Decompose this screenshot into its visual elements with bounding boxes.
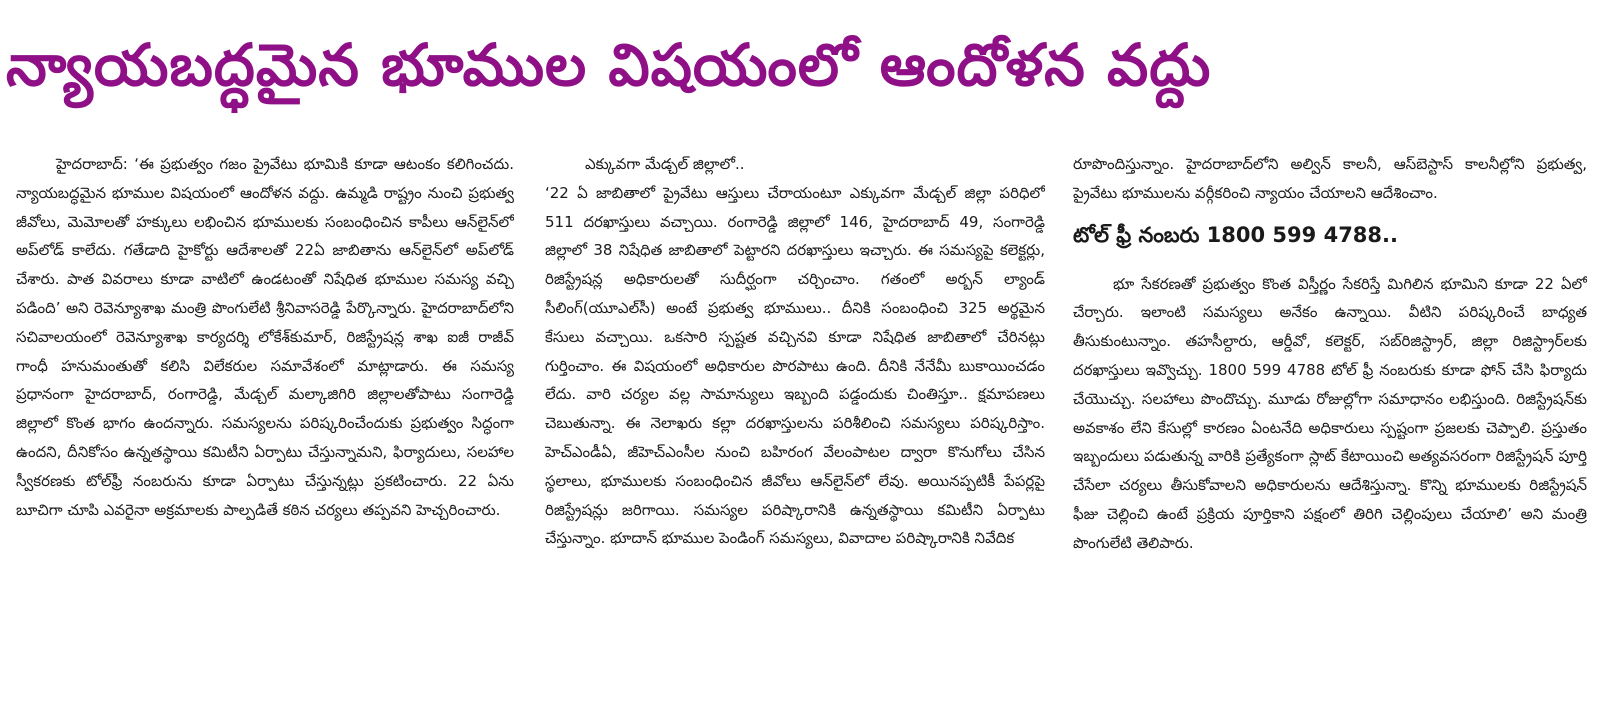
column-1-paragraph-1: హైదరాబాద్‌: ‘ఈ ప్రభుత్వం గజం ప్రైవేటు భూమికి కూడా ఆటంకం కలిగించదు. న్యాయబద్ధమైన భూముల విషయంలో ఆందోళన వద్దు. ఉమ్మడి రాష్ట్రం నుంచి ప్రభుత్వ జీవోలు, మెమోలతో హక్కులు లభించిన భూములకు సంబంధించిన కాపీలు ఆన్‌లైన్‌లో అప్‌లోడ్‌ కాలేదు. గతేడాది హైకోర్టు ఆదేశాలతో 22ఏ జాబితాను ఆన్‌లైన్‌లో అప్‌లోడ్‌ చేశారు. పాత వివరాలు కూడా వాటిలో ఉండటంతో నిషేధిత భూముల సమస్య వచ్చి పడింది’ అని రెవెన్యూశాఖ మంత్రి పొంగులేటి శ్రీనివాసరెడ్డి పేర్కొన్నారు. హైదరాబాద్‌లోని సచివాలయంలో రెవెన్యూశాఖ కార్యదర్శి లోకేశ్‌కుమార్‌, రిజిస్ట్రేషన్ల శాఖ ఐజీ రాజీవ్‌ గాంధీ హనుమంతుతో కలిసి విలేకరుల సమావేశంలో మాట్లాడారు. ఈ సమస్య ప్రధానంగా హైదరాబాద్‌, రంగారెడ్డి, మేడ్చల్‌ మల్కాజిగిరి జిల్లాలతోపాటు సంగారెడ్డి జిల్లాలో కొంత భాగం ఉందన్నారు. సమస్యలను పరిష్కరించేందుకు ప్రభుత్వం సిద్ధంగా ఉందని, దీనికోసం ఉన్నతస్థాయి కమిటీని ఏర్పాటు చేస్తున్నామని, ఫిర్యాదులు, సలహాల స్వీకరణకు టోల్‌ఫ్రీ నంబరును కూడా ఏర్పాటు చేస్తున్నట్లు ప్రకటించారు. 22 ఏను బూచిగా చూపి ఎవరైనా అక్రమాలకు పాల్పడితే కఠిన చర్యలు తప్పవని హెచ్చరించారు. xyxy=(16,155,514,519)
column-3-paragraph-1: రూపొందిస్తున్నాం. హైదరాబాద్‌లోని అల్విన్‌ కాలనీ, ఆస్‌బెస్టాస్‌ కాలనీల్లోని ప్రభుత్వ, ప్రైవేటు భూములను వర్గీకరించి న్యాయం చేయాలని ఆదేశించాం. xyxy=(1073,155,1587,202)
article-column-1 xyxy=(16,150,514,720)
article-column-2 xyxy=(545,150,1045,720)
toll-free-subheading: టోల్‌ ఫ్రీ నంబరు 1800 599 4788.. xyxy=(1073,222,1398,247)
column-2-paragraph-2: ‘22 ఏ జాబితాలో ప్రైవేటు ఆస్తులు చేరాయంటూ ఎక్కువగా మేడ్చల్‌ జిల్లా పరిధిలో 511 దరఖాస్తులు వచ్చాయి. రంగారెడ్డి జిల్లాలో 146, హైదరాబాద్‌ 49, సంగారెడ్డి జిల్లాలో 38 నిషేధిత జాబితాలో పెట్టారని దరఖాస్తులు ఇచ్చారు. ఈ సమస్యపై కలెక్టర్లు, రిజిస్ట్రేషన్ల అధికారులతో సుదీర్ఘంగా చర్చించాం. గతంలో అర్బన్‌ ల్యాండ్‌ సీలింగ్‌(యూఎల్‌సీ) అంటే ప్రభుత్వ భూములు.. దీనికి సంబంధించి 325 అర్థమైన కేసులు వచ్చాయి. ఒకసారి స్పష్టత వచ్చినవి కూడా నిషేధిత జాబితాలో చేరినట్లు గుర్తించాం. ఈ విషయంలో అధికారుల పొరపాటు ఉంది. దీనికి నేనేమీ బుకాయించడం లేదు. వారి చర్యల వల్ల సామాన్యులు ఇబ్బంది పడ్డందుకు చింతిస్తూ.. క్షమాపణలు చెబుతున్నా. ఈ నెలాఖరు కల్లా దరఖాస్తులను పరిశీలించి సమస్యలు పరిష్కరిస్తాం. హెచ్‌ఎండీఏ, జీహెచ్‌ఎంసీల నుంచి బహిరంగ వేలంపాటల ద్వారా కొనుగోలు చేసిన స్థలాలు, భూములకు సంబంధించిన జీవోలు ఆన్‌లైన్‌లో లేవు. అయినప్పటికీ పేపర్లపై రిజిస్ట్రేషన్లు జరిగాయి. సమస్యల పరిష్కారానికి ఉన్నతస్థాయి కమిటీని ఏర్పాటు చేస్తున్నాం. భూదాన్‌ భూముల పెండింగ్‌ సమస్యలు, వివాదాల పరిష్కారానికి నివేదిక xyxy=(545,183,1045,548)
column-3-paragraph-2: భూ సేకరణతో ప్రభుత్వం కొంత విస్తీర్ణం సేకరిస్తే మిగిలిన భూమిని కూడా 22 ఏలో చేర్చారు. ఇలాంటి సమస్యలు అనేకం ఉన్నాయి. వీటిని పరిష్కరించే బాధ్యత తీసుకుంటున్నాం. తహసీల్దారు, ఆర్డీవో, కలెక్టర్‌, సబ్‌రిజిస్ట్రార్‌, జిల్లా రిజిస్ట్రార్‌లకు దరఖాస్తులు ఇవ్వొచ్చు. 1800 599 4788 టోల్‌ ఫ్రీ నంబరుకు కూడా ఫోన్‌ చేసి ఫిర్యాదు చేయొచ్చు. సలహాలు పొందొచ్చు. మూడు రోజుల్లోగా సమాధానం లభిస్తుంది. రిజిస్ట్రేషన్‌కు అవకాశం లేని కేసుల్లో కారణం ఏంటనేది అధికారులు స్పష్టంగా ప్రజలకు చెప్పాలి. ప్రస్తుతం ఇబ్బందులు పడుతున్న వారికి ప్రత్యేకంగా స్లాట్‌ కేటాయించి అత్యవసరంగా రిజిస్ట్రేషన్‌ పూర్తి చేసేలా చర్యలు తీసుకోవాలని అధికారులను ఆదేశిస్తున్నా. కొన్ని భూములకు రిజిస్ట్రేషన్‌ ఫీజు చెల్లించి ఉంటే ప్రక్రియ పూర్తికాని పక్షంలో తిరిగి చెల్లింపులు చేయాలి’ అని మంత్రి పొంగులేటి తెలిపారు. xyxy=(1073,274,1587,552)
headline: న్యాయబద్ధమైన భూముల విషయంలో ఆందోళన వద్దు xyxy=(6,31,1212,99)
column-2-paragraph-1: ఎక్కువగా మేడ్చల్‌ జిల్లాలో.. xyxy=(585,155,745,173)
article-column-3 xyxy=(1073,150,1587,720)
